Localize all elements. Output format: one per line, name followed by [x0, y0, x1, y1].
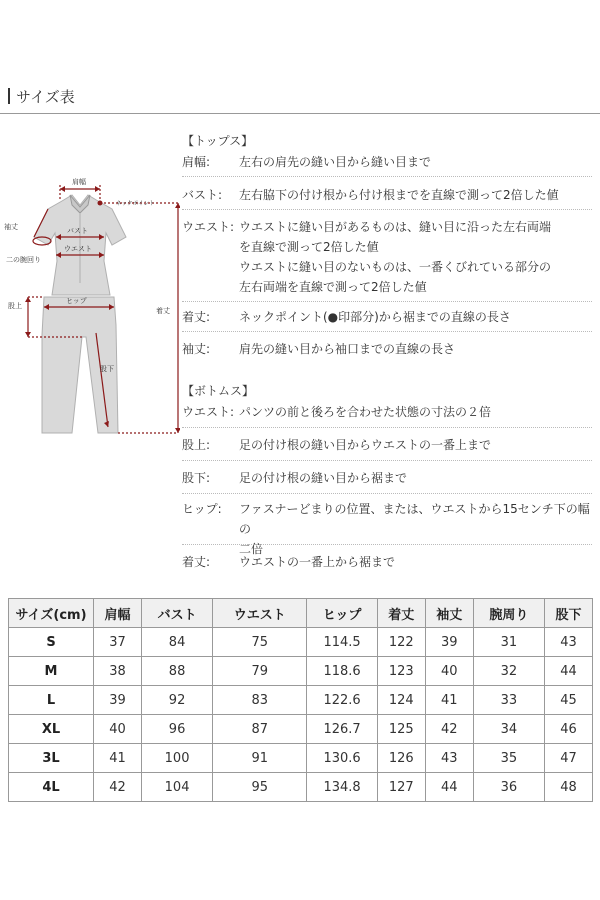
row-text	[239, 402, 594, 422]
row-line: 左右の肩先の縫い目から縫い目まで	[239, 155, 432, 169]
table-cell: 40	[425, 657, 473, 686]
row-line: パンツの前と後ろを合わせた状態の寸法の２倍	[239, 405, 492, 419]
table-cell: 39	[94, 686, 142, 715]
row-label: ウエスト:	[182, 405, 235, 419]
row-line: ウエストの一番上から裾まで	[239, 555, 396, 569]
table-cell: 100	[142, 744, 213, 773]
label-katahaba: 肩幅	[72, 178, 86, 186]
row-text	[239, 552, 594, 572]
table-cell: 134.8	[307, 773, 377, 802]
row-text	[239, 435, 594, 455]
row-line: 肩先の縫い目から袖口までの直線の長さ	[239, 342, 456, 356]
table-cell: 91	[213, 744, 307, 773]
table-cell: 44	[544, 657, 592, 686]
label-hip: ヒップ	[66, 297, 87, 305]
table-cell: 34	[473, 715, 544, 744]
row-label: ヒップ:	[182, 502, 222, 516]
table-cell: 87	[213, 715, 307, 744]
row-line: 二倍	[239, 542, 264, 556]
row-text	[239, 339, 594, 359]
table-cell: 45	[544, 686, 592, 715]
table-cell: 126.7	[307, 715, 377, 744]
label-neck-point: ネックポイント	[116, 201, 155, 207]
table-cell: 84	[142, 628, 213, 657]
row-label: 股上:	[182, 438, 211, 452]
table-cell: 126	[377, 744, 425, 773]
row-line: ネックポイント(●印部分)から裾までの直線の長さ	[239, 310, 511, 324]
table-cell: 35	[473, 744, 544, 773]
table-cell: 127	[377, 773, 425, 802]
row-text	[239, 499, 594, 559]
table-cell: 40	[94, 715, 142, 744]
row-line: 足の付け根の縫い目からウエストの一番上まで	[239, 438, 492, 452]
size-table-header-row	[9, 599, 593, 628]
table-row	[9, 686, 593, 715]
table-cell: 118.6	[307, 657, 377, 686]
size-name-cell: S	[9, 628, 94, 657]
table-cell: 114.5	[307, 628, 377, 657]
row-label: 袖丈:	[182, 342, 211, 356]
garment-diagram	[0, 165, 180, 440]
header-cell: バスト	[142, 599, 213, 628]
table-cell: 130.6	[307, 744, 377, 773]
page-title: サイズ表	[8, 86, 75, 107]
row-divider	[182, 301, 592, 302]
row-line: ウエストに縫い目があるものは、縫い目に沿った左右両端	[239, 220, 552, 234]
table-cell: 42	[425, 715, 473, 744]
table-cell: 47	[544, 744, 592, 773]
table-cell: 48	[544, 773, 592, 802]
table-row	[9, 715, 593, 744]
row-divider	[182, 460, 592, 461]
row-divider	[182, 331, 592, 332]
row-label: 着丈:	[182, 310, 211, 324]
table-cell: 43	[544, 628, 592, 657]
row-label: バスト:	[182, 188, 223, 202]
neck-point-dot	[98, 201, 103, 206]
row-divider	[182, 209, 592, 210]
tops-heading: 【トップス】	[182, 134, 254, 148]
table-cell: 31	[473, 628, 544, 657]
table-cell: 36	[473, 773, 544, 802]
table-cell: 95	[213, 773, 307, 802]
header-cell: 着丈	[377, 599, 425, 628]
size-name-cell: M	[9, 657, 94, 686]
row-text	[239, 217, 594, 297]
table-cell: 123	[377, 657, 425, 686]
table-cell: 37	[94, 628, 142, 657]
row-line: ウエストに縫い目のないものは、一番くびれている部分の	[239, 260, 552, 274]
table-row	[9, 657, 593, 686]
label-ninoude: 二の腕回り	[6, 256, 41, 264]
row-line: 左右脇下の付け根から付け根までを直線で測って2倍した値	[239, 188, 559, 202]
table-cell: 92	[142, 686, 213, 715]
label-mata-shita: 股下	[100, 365, 114, 373]
row-text	[239, 468, 594, 488]
table-cell: 33	[473, 686, 544, 715]
table-cell: 41	[425, 686, 473, 715]
row-divider	[182, 427, 592, 428]
table-cell: 79	[213, 657, 307, 686]
table-cell: 83	[213, 686, 307, 715]
header-cell: 肩幅	[94, 599, 142, 628]
size-name-cell: L	[9, 686, 94, 715]
row-text	[239, 307, 594, 327]
bottoms-heading: 【ボトムス】	[182, 384, 255, 398]
table-cell: 39	[425, 628, 473, 657]
row-label: 股下:	[182, 471, 211, 485]
row-line: 足の付け根の縫い目から裾まで	[239, 471, 408, 485]
table-cell: 75	[213, 628, 307, 657]
row-line: を直線で測って2倍した値	[239, 240, 379, 254]
label-waist: ウエスト	[64, 245, 92, 253]
table-cell: 124	[377, 686, 425, 715]
label-sode: 袖丈	[4, 223, 18, 231]
table-cell: 46	[544, 715, 592, 744]
table-cell: 104	[142, 773, 213, 802]
row-divider	[182, 493, 592, 494]
row-text	[239, 152, 594, 172]
header-cell: 袖丈	[425, 599, 473, 628]
header-cell: 腕周り	[473, 599, 544, 628]
table-cell: 42	[94, 773, 142, 802]
table-cell: 125	[377, 715, 425, 744]
row-line: ファスナーどまりの位置、または、ウエストから15センチ下の幅の	[239, 502, 590, 536]
table-cell: 44	[425, 773, 473, 802]
table-cell: 96	[142, 715, 213, 744]
header-cell: サイズ(cm)	[9, 599, 94, 628]
size-table-body	[9, 628, 593, 802]
row-label: 肩幅:	[182, 155, 211, 169]
row-line: 左右両端を直線で測って2倍した値	[239, 280, 427, 294]
table-cell: 43	[425, 744, 473, 773]
row-label: ウエスト:	[182, 220, 235, 234]
label-kitake: 着丈	[156, 307, 170, 315]
table-cell: 32	[473, 657, 544, 686]
size-name-cell: 3L	[9, 744, 94, 773]
table-cell: 122	[377, 628, 425, 657]
table-cell: 122.6	[307, 686, 377, 715]
table-row	[9, 628, 593, 657]
label-mata-ue: 股上	[8, 302, 22, 310]
table-row	[9, 773, 593, 802]
row-text	[239, 185, 594, 205]
table-cell: 38	[94, 657, 142, 686]
table-row	[9, 744, 593, 773]
row-divider	[182, 176, 592, 177]
table-cell: 41	[94, 744, 142, 773]
size-name-cell: 4L	[9, 773, 94, 802]
table-cell: 88	[142, 657, 213, 686]
header-cell: 股下	[544, 599, 592, 628]
size-table	[8, 598, 593, 802]
header-cell: ウエスト	[213, 599, 307, 628]
row-divider	[182, 544, 592, 545]
label-bust: バスト	[67, 227, 88, 235]
row-label: 着丈:	[182, 555, 211, 569]
size-name-cell: XL	[9, 715, 94, 744]
header-cell: ヒップ	[307, 599, 377, 628]
title-divider	[0, 113, 600, 114]
